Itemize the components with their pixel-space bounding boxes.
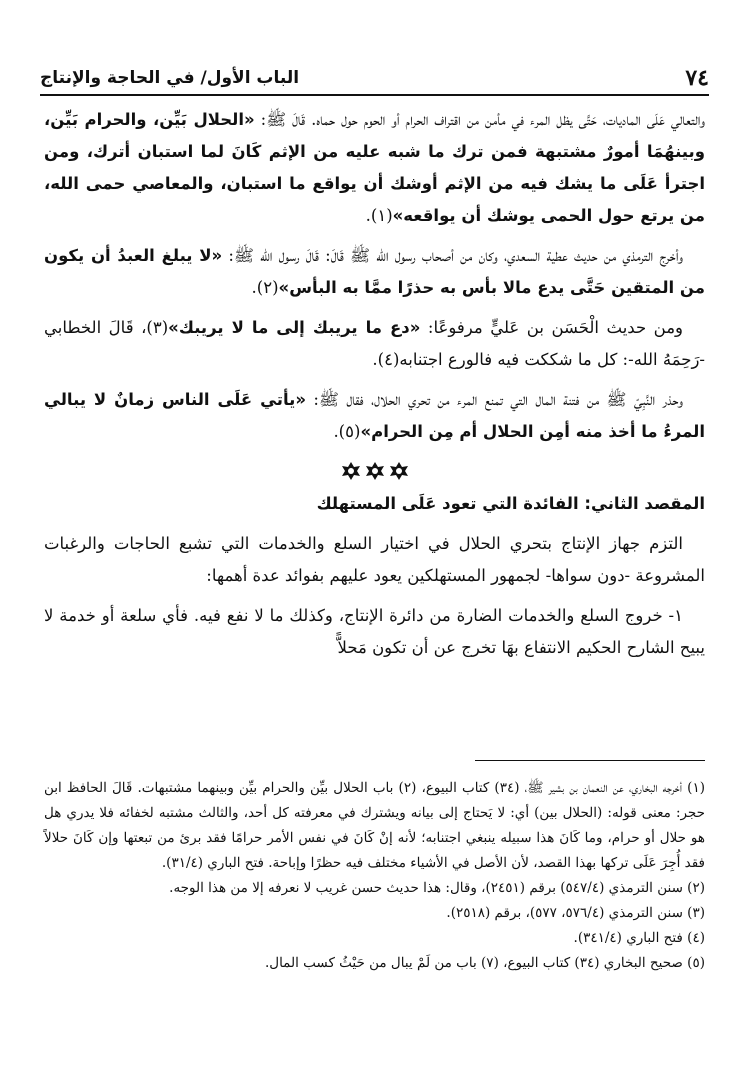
paragraph-3-continued: (٣)، قَالَ الخطابي -رَحِمَهُ الله-: كل ما شككت فيه فالورع اجتنابه — [44, 318, 705, 369]
footnote-ref-1: (١). — [365, 206, 393, 225]
footnote-2: (٢) سنن الترمذي (٥٤٧/٤) برقم (٢٤٥١)، وقال: هذا حديث حسن غريب لا نعرفه إلا من هذا الوجه. — [169, 880, 705, 896]
paragraph-5: التزم جهاز الإنتاج بتحري الحلال في اختيار السلع والخدمات التي تشبع الحاجات والرغبات المشروعة -دون سواها- لجمهور المستهلكين يعود عليهم بفوائد عدة أهمها: — [44, 534, 705, 585]
paragraph-6: ١- خروج السلع والخدمات الضارة من دائرة الإنتاج، وكذلك ما لا نفع فيه. فأي سلعة أو خدمة لا يبيح الشارح الحكيم الانتفاع بهَا تخرج عن أن تكون مَحلاًّ — [44, 606, 705, 657]
running-title: الباب الأول/ في الحاجة والإنتاج — [40, 68, 300, 88]
footnote-separator — [475, 760, 705, 761]
hadith-quote-1: «الحلال بَيِّن، والحرام بَيِّن، وبينهُمَا أمورٌ مشتبهة فمن ترك ما شبه عليه من الإثم كَانَ لما استبان أترك، ومن اجترأ عَلَى ما يشك فيه من الإثم أوشك أن يواقع ما استبان، والمعاصي حمى الله، من يرتع حول الحمى يوشك أن يواقعه» — [44, 110, 705, 225]
paragraph-3 — [44, 312, 705, 376]
footnote-4: (٤) فتح الباري (٣٤١/٤). — [573, 930, 705, 946]
page-number: ٧٤ — [685, 65, 709, 91]
footnote-3: (٣) سنن الترمذي (٥٧٦/٤، ٥٧٧)، برقم (٢٥١٨). — [446, 905, 705, 921]
section-divider-ornament — [44, 456, 705, 484]
footnote-ref-5: (٥). — [333, 422, 361, 441]
hadith-quote-4: «يأتي عَلَى الناس زمانٌ لا يبالي المرءُ ما أخذ منه أمِن الحلال أم مِن الحرام» — [44, 390, 705, 441]
ornament-icon — [339, 461, 411, 481]
hadith-quote-3: «دع ما يريبك إلى ما لا يريبك» — [168, 318, 421, 337]
footnote-ref-2: (٢). — [251, 278, 279, 297]
footnote-1: (١) أخرجه البخاري، عن النعمان بن بشير ﷺ، (٣٤) كتاب البيوع، (٢) باب الحلال بيِّن والحرام بيِّن وبينهما مشتبهات. قَالَ الحافظ ابن حجر: معنى قوله: (الحلال بين) أي: لا يَحتاج إلى بيانه ويشترك في معرفته كل أحد، والثالث مشتبه لخفائه فلا يدري هل هو حلال أو حرام، وما كَانَ هذا سبيله ينبغي اجتنابه؛ لأنه إنْ كَانَ في نفس الأمر حرامًا فقد برئ من تبعتها وإن كَانَ حلالاً فقد أُجِرَ عَلَى تركها بهذا القصد، لأن الأصل في الأشياء مختلف فيه حظرًا وإباحة. فتح الباري (٣١/٤). — [44, 780, 705, 871]
section-heading: المقصد الثاني: الفائدة التي تعود عَلَى المستهلك — [316, 494, 705, 513]
page-header — [40, 62, 709, 96]
footnote-5: (٥) صحيح البخاري (٣٤) كتاب البيوع، (٧) باب من لَمْ يبال من حَيْثُ كسب المال. — [264, 955, 705, 971]
paragraph-1-text: والتعالي عَلَى الماديات، حَتَّى يظل المرء في مأمن من اقتراف الحرام أو الحوم حول حماه. قَالَ ﷺ: — [254, 110, 705, 129]
paragraph-4-text: وحذر النَّبِيّ ﷺ من فتنة المال التي تمنع المرء من تحري الحلال، فقال ﷺ: — [306, 390, 683, 409]
paragraph-2 — [44, 240, 705, 304]
paragraph-2-text: وأخرج الترمذي من حديث عطية السعدي، وكان من أصحاب رسول الله ﷺ قَالَ: قَالَ رسول الله ﷺ: — [222, 246, 684, 265]
paragraph-3-text: ومن حديث الْحَسَن بن عَليٍّ مرفوعًا: — [420, 318, 684, 337]
paragraph-1 — [44, 104, 705, 232]
hadith-quote-2: «لا يبلغ العبدُ أن يكون من المتقين حَتَّى يدع مالا بأس به حذرًا ممَّا به البأس» — [44, 246, 705, 297]
footnotes — [44, 776, 705, 976]
main-text — [44, 104, 705, 672]
footnote-ref-4: (٤). — [372, 350, 400, 369]
paragraph-4 — [44, 384, 705, 448]
